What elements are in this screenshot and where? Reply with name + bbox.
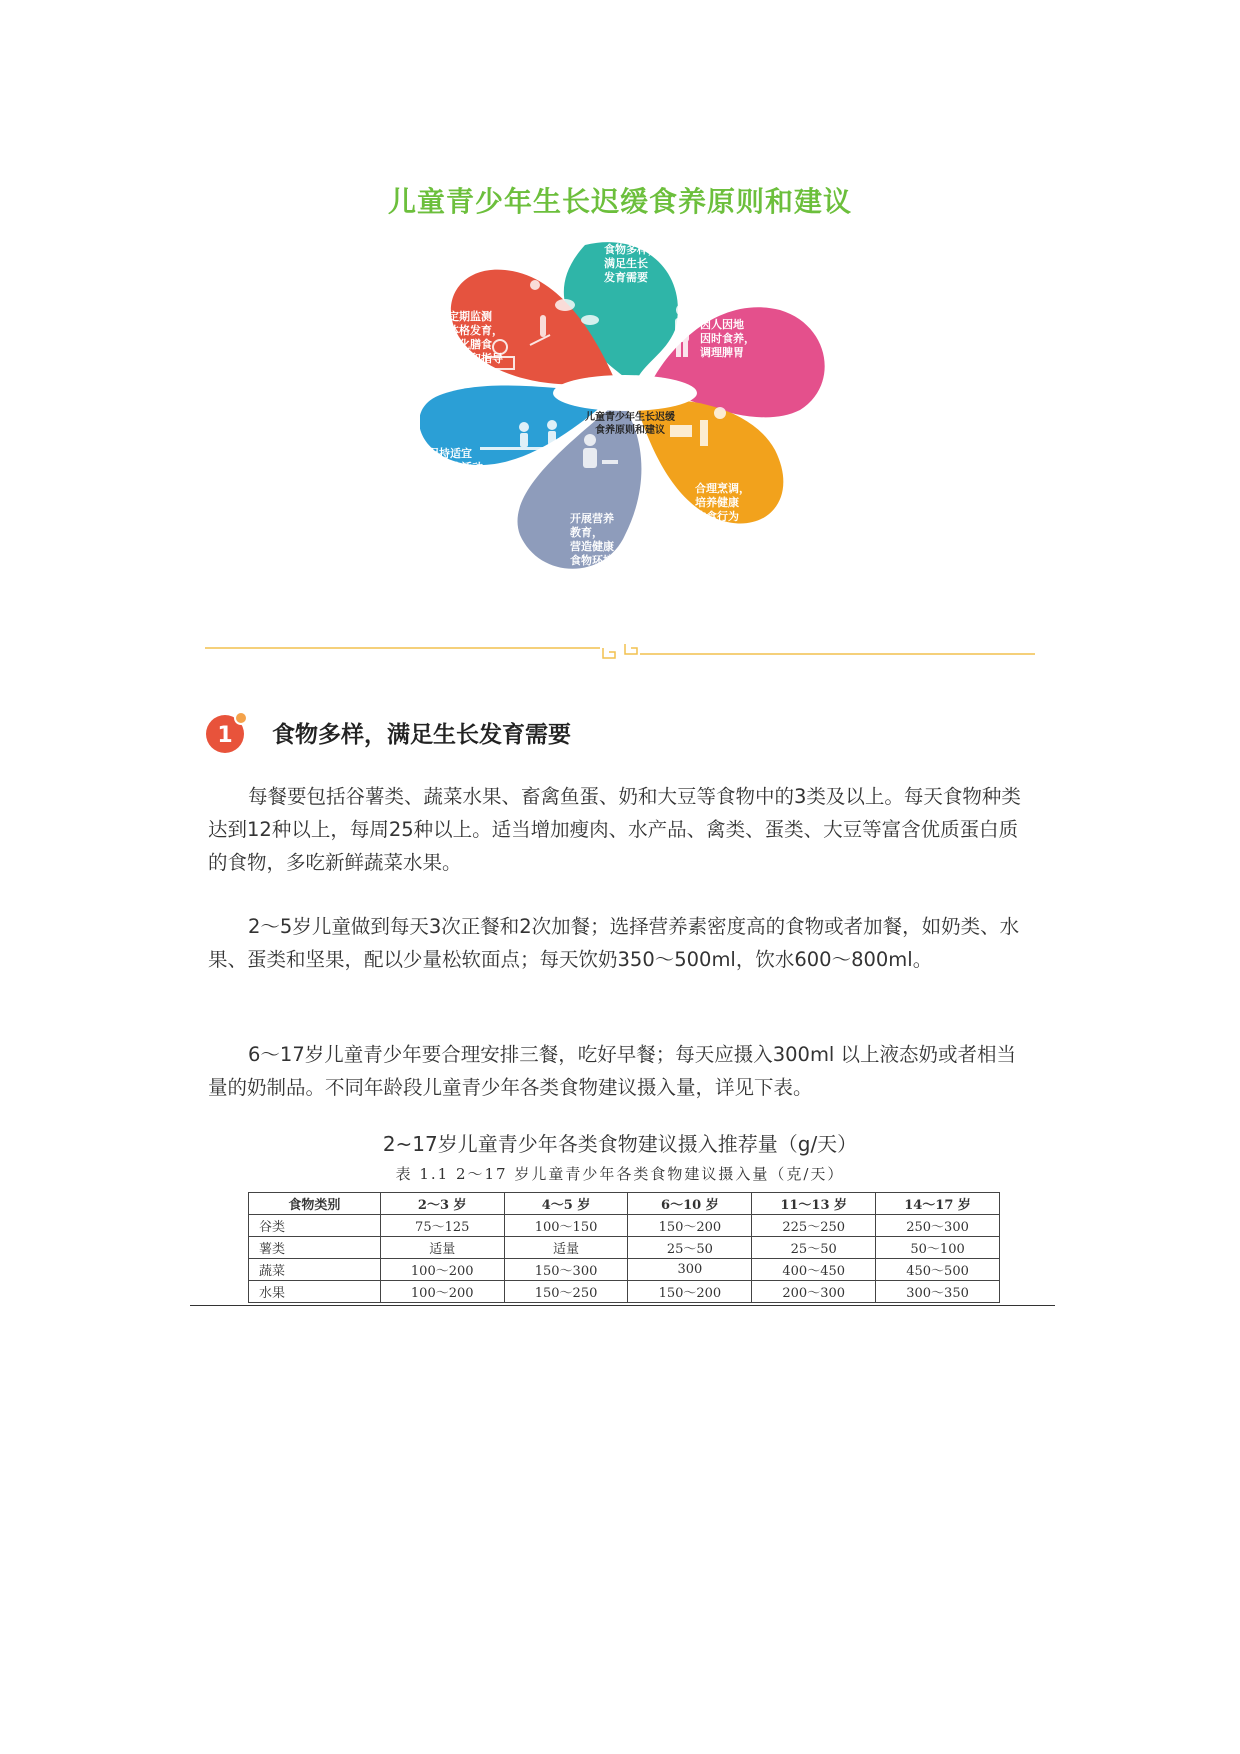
table-row (249, 1215, 1000, 1237)
table-cell: 450～500 (876, 1259, 1000, 1281)
table-cell: 200～300 (752, 1281, 876, 1303)
table-cell: 150～200 (628, 1215, 752, 1237)
table-cell: 适量 (380, 1237, 504, 1259)
table-row (249, 1237, 1000, 1259)
table-cell: 薯类 (249, 1237, 381, 1259)
table-row (249, 1281, 1000, 1303)
column-header: 2～3 岁 (380, 1193, 504, 1215)
table-cell: 250～300 (876, 1215, 1000, 1237)
column-header: 食物类别 (249, 1193, 381, 1215)
column-header: 4～5 岁 (504, 1193, 628, 1215)
table-cell: 300 (628, 1259, 752, 1281)
column-header: 14～17 岁 (876, 1193, 1000, 1215)
center-blob (553, 375, 697, 411)
column-header: 11～13 岁 (752, 1193, 876, 1215)
petal-text-5: 保持适宜 的身体活动， 关注睡眠和 心理健康 (428, 447, 494, 502)
table-row (249, 1259, 1000, 1281)
paragraph-food-variety: 每餐要包括谷薯类、蔬菜水果、畜禽鱼蛋、奶和大豆等食物中的3类及以上。每天食物种类达到12种以上，每周25种以上。适当增加瘦肉、水产品、禽类、蛋类、大豆等富含优质蛋白质的食物，多吃新鲜蔬菜水果。 (208, 785, 1021, 874)
food-intake-table (248, 1192, 1000, 1303)
table-cell: 75～125 (380, 1215, 504, 1237)
table-cell: 100～200 (380, 1259, 504, 1281)
petal-text-3: 合理烹调， 培养健康 饮食行为 (695, 482, 750, 523)
section-divider (205, 640, 1035, 660)
section-number-badge (205, 710, 249, 754)
table-cell: 25～50 (752, 1237, 876, 1259)
table-heading: 2~17岁儿童青少年各类食物建议摄入推荐量（g/天） (382, 1132, 858, 1156)
table-cell: 400～450 (752, 1259, 876, 1281)
table-cell: 谷类 (249, 1215, 381, 1237)
paragraph-6-17-years: 6～17岁儿童青少年要合理安排三餐，吃好早餐；每天应摄入300ml 以上液态奶或者相当量的奶制品。不同年龄段儿童青少年各类食物建议摄入量，详见下表。 (208, 1043, 1017, 1099)
table-cell: 225～250 (752, 1215, 876, 1237)
table-caption: 表 1.1 2～17 岁儿童青少年各类食物建议摄入量（克/天） (395, 1165, 845, 1183)
table-cell: 100～150 (504, 1215, 628, 1237)
table-cell: 适量 (504, 1237, 628, 1259)
table-cell: 水果 (249, 1281, 381, 1303)
infographic-title: 儿童青少年生长迟缓食养原则和建议 (387, 185, 852, 218)
column-header: 6～10 岁 (628, 1193, 752, 1215)
table-cell: 蔬菜 (249, 1259, 381, 1281)
section-title: 食物多样，满足生长发育需要 (272, 722, 571, 748)
table-cell: 50～100 (876, 1237, 1000, 1259)
petal-text-1: 食物多样， 满足生长 发育需要 (604, 243, 659, 284)
bottom-rule (190, 1305, 1055, 1306)
paragraph-2-5-years: 2～5岁儿童做到每天3次正餐和2次加餐；选择营养素密度高的食物或者加餐，如奶类、水果、蛋类和坚果，配以少量松软面点；每天饮奶350～500ml，饮水600～800ml。 (208, 915, 1020, 971)
svg-text:1: 1 (217, 723, 233, 748)
table-cell: 150～250 (504, 1281, 628, 1303)
petal-text-6: 定期监测 体格发育， 强化膳食 评估和指导 (448, 310, 503, 365)
table-cell: 150～200 (628, 1281, 752, 1303)
table-cell: 25～50 (628, 1237, 752, 1259)
table-cell: 150～300 (504, 1259, 628, 1281)
flower-center-label: 儿童青少年生长迟缓 食养原则和建议 (585, 412, 675, 436)
table-cell: 100～200 (380, 1281, 504, 1303)
table-header-row (249, 1193, 1000, 1215)
petal-text-2: 因人因地 因时食养， 调理脾胃 (700, 318, 755, 359)
petal-text-4: 开展营养 教育， 营造健康 食物环境 (570, 512, 614, 567)
table-cell: 300～350 (876, 1281, 1000, 1303)
